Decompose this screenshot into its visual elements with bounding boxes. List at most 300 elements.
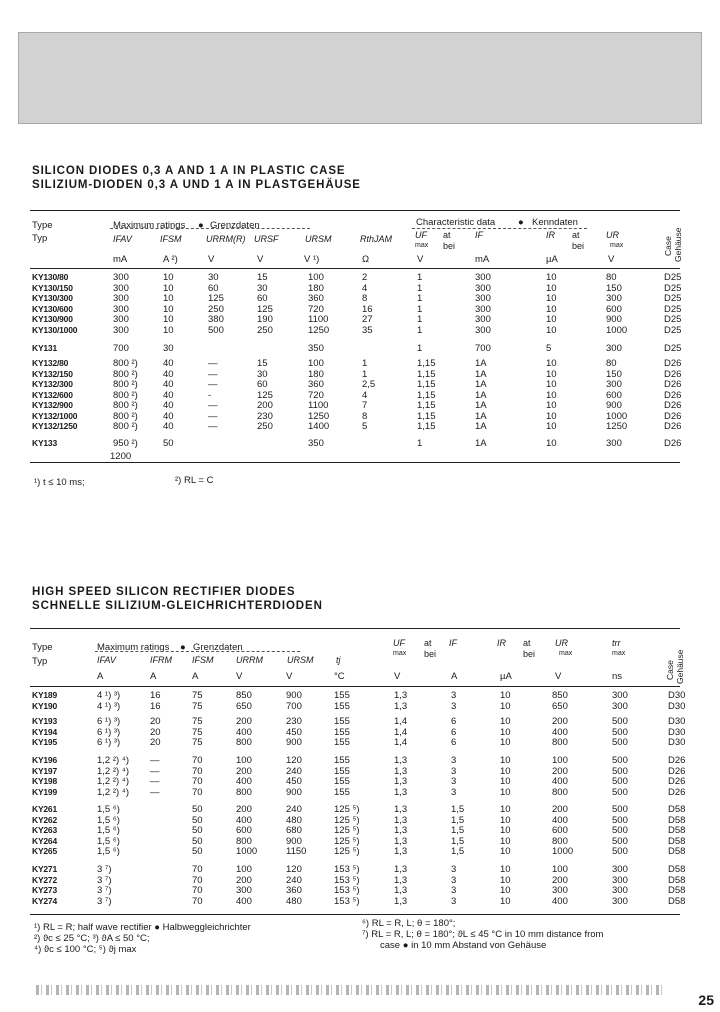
s2-h-uf-max: max <box>393 650 407 657</box>
s2-h-ifsm: IFSM <box>192 655 214 665</box>
s2-cell: 300 <box>552 885 568 896</box>
s1-cell: 300 <box>113 304 129 315</box>
s1-cell: 1250 <box>308 325 330 336</box>
s2-h-ursm: URSM <box>287 655 314 665</box>
s1-footnote-2: ²) RL = C <box>175 475 214 486</box>
s2-cell: 6 <box>451 716 457 727</box>
s2-cell: 360 <box>286 885 302 896</box>
s2-cell: D26 <box>668 776 686 787</box>
s2-type-cell: KY261 <box>32 804 57 814</box>
s2-cell: 3 <box>451 755 457 766</box>
s1-cell: 7 <box>362 400 368 411</box>
s1-cell: 700 <box>475 343 491 354</box>
s1-cell: 40 <box>163 421 174 432</box>
s1-unit-7: mA <box>475 254 490 265</box>
s1-cell: 100 <box>308 272 324 283</box>
s1-cell: 30 <box>257 369 268 380</box>
s1-type-cell: KY130/1000 <box>32 325 78 335</box>
s2-cell: 125 ⁵) <box>334 846 360 857</box>
s1-cell: 1 <box>417 304 423 315</box>
s2-cell: 1,4 <box>394 727 408 738</box>
s1-cell: 1 <box>417 283 423 294</box>
s1-cell: 1 <box>362 358 368 369</box>
s2-cell: 50 <box>192 815 203 826</box>
s2-cell: 10 <box>500 776 511 787</box>
s2-cell: 400 <box>552 727 568 738</box>
s1-h-gehaeuse: Gehäuse <box>673 227 683 262</box>
s2-cell: D26 <box>668 755 686 766</box>
s2-h-uf: UF <box>393 638 405 648</box>
s2-type-cell: KY262 <box>32 815 57 825</box>
s2-cell: 1,5 <box>451 836 465 847</box>
s2-cell: 300 <box>612 701 628 712</box>
s2-cell: 10 <box>500 836 511 847</box>
s2-cell: 155 <box>334 716 350 727</box>
s2-cell: 1,4 <box>394 737 408 748</box>
s2-cell: 500 <box>612 776 628 787</box>
s2-cell: — <box>150 755 160 766</box>
s2-cell: D58 <box>668 875 686 886</box>
s1-cell: 180 <box>308 369 324 380</box>
s2-type-cell: KY194 <box>32 727 57 737</box>
s1-cell: D25 <box>664 293 682 304</box>
s1-cell: 50 <box>163 438 174 449</box>
s2-cell: 800 <box>236 836 252 847</box>
s2-type-cell: KY198 <box>32 776 57 786</box>
s1-cell: 1,15 <box>417 400 436 411</box>
s2-cell: 10 <box>500 804 511 815</box>
s1-cell: D25 <box>664 304 682 315</box>
s1-cell: 80 <box>606 358 617 369</box>
s1-cell: 190 <box>257 314 273 325</box>
s2-cell: 450 <box>286 776 302 787</box>
s2-cell: 100 <box>236 755 252 766</box>
s2-cell: 1,5 <box>451 825 465 836</box>
s1-cell: 300 <box>475 293 491 304</box>
s1-h-if: IF <box>475 230 483 240</box>
s1-cell: 15 <box>257 272 268 283</box>
s2-cell: 300 <box>236 885 252 896</box>
s2-cell: 1,3 <box>394 864 408 875</box>
s2-cell: 800 <box>236 737 252 748</box>
s1-cell: 300 <box>606 343 622 354</box>
s2-h-ifav: IFAV <box>97 655 116 665</box>
s1-cell: 950 ²) <box>113 438 138 449</box>
s2-h-if: IF <box>449 638 457 648</box>
s1-h-uf: UF <box>415 230 427 240</box>
s2-cell: 70 <box>192 766 203 777</box>
s2-cell: 1,5 ⁶) <box>97 825 120 836</box>
s2-cell: 120 <box>286 864 302 875</box>
s2-unit-7: A <box>451 671 458 682</box>
s1-cell: D26 <box>664 411 682 422</box>
s2-cell: 300 <box>612 875 628 886</box>
s1-cell: 200 <box>257 400 273 411</box>
s2-cell: 1,2 ²) ⁴) <box>97 787 130 798</box>
s2-unit-3: V <box>236 671 243 682</box>
s2-cell: 900 <box>286 787 302 798</box>
s1-cell: 27 <box>362 314 373 325</box>
s1-cell: - <box>208 390 212 401</box>
s2-cell: 500 <box>612 836 628 847</box>
s2-cell: 10 <box>500 690 511 701</box>
s2-cell: 20 <box>150 716 161 727</box>
s2-cell: 6 <box>451 727 457 738</box>
s1-cell: D25 <box>664 283 682 294</box>
s2-cell: 155 <box>334 701 350 712</box>
s2-cell: 10 <box>500 846 511 857</box>
s1-cell: 250 <box>257 421 273 432</box>
s1-cell: 1,15 <box>417 358 436 369</box>
section2-title-en: HIGH SPEED SILICON RECTIFIER DIODES <box>32 586 296 598</box>
s1-cell: 125 <box>257 390 273 401</box>
s2-type-cell: KY189 <box>32 690 57 700</box>
s2-cell: 125 ⁵) <box>334 836 360 847</box>
section1-top-rule <box>30 210 680 211</box>
s2-cell: 500 <box>612 755 628 766</box>
s2-header-dash <box>95 651 300 652</box>
s2-cell: 155 <box>334 787 350 798</box>
s1-cell: D26 <box>664 421 682 432</box>
s2-h-ir: IR <box>497 638 506 648</box>
s2-cell: 153 ⁵) <box>334 875 360 886</box>
s2-cell: 50 <box>192 825 203 836</box>
s2-h-at2: at <box>523 638 531 648</box>
s1-cell: 800 ²) <box>113 411 138 422</box>
s2-cell: 16 <box>150 690 161 701</box>
s2-cell: 1,5 <box>451 815 465 826</box>
s2-cell: 1,3 <box>394 815 408 826</box>
s2-cell: 50 <box>192 836 203 847</box>
s1-cell: 360 <box>308 379 324 390</box>
s1-cell: 10 <box>546 411 557 422</box>
s2-cell: 10 <box>500 755 511 766</box>
s2-cell: 3 <box>451 864 457 875</box>
s1-cell: 10 <box>546 400 557 411</box>
s2-cell: 6 ¹) ³) <box>97 727 121 738</box>
s2-cell: D30 <box>668 727 686 738</box>
s1-h-case: Case <box>663 236 673 256</box>
s2-type-cell: KY274 <box>32 896 57 906</box>
s1-cell: 30 <box>208 272 219 283</box>
s1-cell: 40 <box>163 379 174 390</box>
s1-type-cell: KY133 <box>32 438 57 448</box>
s2-type-cell: KY199 <box>32 787 57 797</box>
s1-cell: 8 <box>362 293 368 304</box>
s1-cell: 4 <box>362 283 368 294</box>
s1-cell: 250 <box>257 325 273 336</box>
s2-bullet: ● <box>180 642 186 653</box>
s2-cell: 500 <box>612 825 628 836</box>
s2-cell: 75 <box>192 727 203 738</box>
s2-cell: 1,5 <box>451 846 465 857</box>
s2-cell: 125 ⁵) <box>334 825 360 836</box>
s1-cell: 10 <box>546 304 557 315</box>
s1-cell: 10 <box>546 283 557 294</box>
s1-cell: 500 <box>208 325 224 336</box>
s2-cell: 16 <box>150 701 161 712</box>
s2-cell: 153 ⁵) <box>334 885 360 896</box>
s2-cell: 3 ⁷) <box>97 875 112 886</box>
s1-cell: 16 <box>362 304 373 315</box>
s1-h-ur: UR <box>606 230 619 240</box>
s1-cell: 60 <box>208 283 219 294</box>
s2-cell: 3 ⁷) <box>97 885 112 896</box>
s1-cell: 1A <box>475 400 487 411</box>
s1-cell: 10 <box>546 421 557 432</box>
s1-header-dash-2 <box>412 228 587 229</box>
s2-cell: 900 <box>286 690 302 701</box>
s2-cell: 1,2 ²) ⁴) <box>97 755 130 766</box>
s2-cell: D30 <box>668 716 686 727</box>
s2-unit-4: V <box>286 671 293 682</box>
s1-cell: D26 <box>664 379 682 390</box>
s2-cell: 6 ¹) ³) <box>97 716 121 727</box>
s1-cell: D26 <box>664 358 682 369</box>
s2-cell: 10 <box>500 885 511 896</box>
s1-cell: D25 <box>664 325 682 336</box>
s2-cell: 1,3 <box>394 896 408 907</box>
s1-cell: 1A <box>475 379 487 390</box>
s1-cell: 230 <box>257 411 273 422</box>
s2-cell: 1150 <box>286 846 307 857</box>
s2-unit-6: V <box>394 671 401 682</box>
s1-max-ratings: Maximum ratings <box>113 220 186 231</box>
s1-h-rthjam: RthJAM <box>360 234 393 244</box>
s1-cell: 1A <box>475 390 487 401</box>
s2-type-cell: KY271 <box>32 864 57 874</box>
s2-cell: 800 <box>236 787 252 798</box>
s1-h-bei2: bei <box>572 241 585 251</box>
s1-cell: 1000 <box>606 411 628 422</box>
header-banner <box>18 32 702 124</box>
s2-cell: 300 <box>612 896 628 907</box>
s2-cell: 500 <box>612 766 628 777</box>
s2-type-cell: KY190 <box>32 701 57 711</box>
s1-footnote-1: ¹) t ≤ 10 ms; <box>34 477 85 488</box>
s2-cell: 800 <box>552 787 568 798</box>
s1-cell: 10 <box>546 358 557 369</box>
s2-type-cell: KY265 <box>32 846 57 856</box>
s2-cell: 480 <box>286 815 302 826</box>
s2-cell: 850 <box>236 690 252 701</box>
s2-cell: 10 <box>500 727 511 738</box>
s2-cell: D58 <box>668 804 686 815</box>
s2-h-bei: bei <box>424 649 437 659</box>
s2-cell: D26 <box>668 787 686 798</box>
s2-footnote-right-1: ⁷) RL = R, L; θ = 180°; ϑL ≤ 45 °C in 10 mm distance from <box>362 929 604 940</box>
s2-type-cell: KY263 <box>32 825 57 835</box>
s1-cell: 1 <box>417 272 423 283</box>
s1-cell: 300 <box>113 314 129 325</box>
s2-type-cell: KY272 <box>32 875 57 885</box>
s1-cell: 360 <box>308 293 324 304</box>
s2-cell: — <box>150 766 160 777</box>
s1-cell: 800 ²) <box>113 369 138 380</box>
s2-cell: 1,3 <box>394 787 408 798</box>
s1-cell: — <box>208 421 218 432</box>
s1-cell: 40 <box>163 390 174 401</box>
s1-cell: 300 <box>113 283 129 294</box>
s2-cell: 70 <box>192 864 203 875</box>
s1-cell: 10 <box>163 325 174 336</box>
s2-cell: D30 <box>668 701 686 712</box>
s2-type-de: Typ <box>32 656 48 667</box>
s1-cell: D26 <box>664 369 682 380</box>
s1-type-cell: KY132/150 <box>32 369 73 379</box>
s1-cell: 1 <box>362 369 368 380</box>
s1-cell: 1 <box>417 438 423 449</box>
s1-cell: 60 <box>257 293 268 304</box>
s1-cell: 900 <box>606 314 622 325</box>
s2-cell: 4 ¹) ³) <box>97 690 121 701</box>
s1-cell: 1000 <box>606 325 628 336</box>
s2-cell: 1,5 <box>451 804 465 815</box>
s2-cell: D58 <box>668 836 686 847</box>
s1-cell: 1A <box>475 369 487 380</box>
s2-cell: 3 <box>451 776 457 787</box>
s1-cell: 125 <box>257 304 273 315</box>
s2-cell: 240 <box>286 804 302 815</box>
s1-cell: 1,15 <box>417 369 436 380</box>
s2-cell: 200 <box>236 766 252 777</box>
section2-bottom-rule <box>30 914 680 915</box>
s2-cell: 3 <box>451 766 457 777</box>
s2-cell: 70 <box>192 776 203 787</box>
s1-cell: 5 <box>546 343 552 354</box>
s1-cell: 2 <box>362 272 368 283</box>
s1-cell: 800 ²) <box>113 358 138 369</box>
s2-cell: 1,3 <box>394 804 408 815</box>
s1-cell: 800 ²) <box>113 379 138 390</box>
s1-cell: D25 <box>664 314 682 325</box>
s2-cell: 3 ⁷) <box>97 896 112 907</box>
s1-cell: 250 <box>208 304 224 315</box>
page-number: 25 <box>698 992 714 1008</box>
s2-cell: 100 <box>236 864 252 875</box>
s2-cell: 3 <box>451 787 457 798</box>
s2-cell: 155 <box>334 755 350 766</box>
s1-cell: 900 <box>606 400 622 411</box>
s2-cell: 155 <box>334 727 350 738</box>
s2-cell: 450 <box>286 727 302 738</box>
s2-cell: 10 <box>500 825 511 836</box>
s2-cell: 200 <box>552 875 568 886</box>
s1-cell: 100 <box>308 358 324 369</box>
s1-cell: 80 <box>606 272 617 283</box>
s2-cell: D58 <box>668 815 686 826</box>
s1-cell: 1 <box>417 314 423 325</box>
s2-cell: D30 <box>668 737 686 748</box>
s1-cell: 1,15 <box>417 411 436 422</box>
s2-cell: 680 <box>286 825 302 836</box>
s2-unit-8: µA <box>500 671 512 682</box>
s2-cell: 900 <box>286 737 302 748</box>
s1-cell: 8 <box>362 411 368 422</box>
s1-cell: 1,15 <box>417 421 436 432</box>
s1-cell: 300 <box>475 283 491 294</box>
s1-bullet2: ● <box>518 217 524 228</box>
s1-bullet1: ● <box>198 220 204 231</box>
s2-cell: 400 <box>552 815 568 826</box>
s1-cell: 1,15 <box>417 379 436 390</box>
section2-title-de: SCHNELLE SILIZIUM-GLEICHRICHTERDIODEN <box>32 600 323 612</box>
s1-cell: 15 <box>257 358 268 369</box>
s1-cell: 4 <box>362 390 368 401</box>
s2-cell: 75 <box>192 716 203 727</box>
s2-cell: 1,3 <box>394 776 408 787</box>
s1-cell: 60 <box>257 379 268 390</box>
s2-cell: 400 <box>236 727 252 738</box>
s2-h-ifrm: IFRM <box>150 655 172 665</box>
s2-cell: 70 <box>192 896 203 907</box>
s2-cell: 10 <box>500 896 511 907</box>
s1-type-cell: KY132/80 <box>32 358 69 368</box>
s1-cell: 1250 <box>308 411 330 422</box>
s2-cell: 200 <box>236 716 252 727</box>
s1-cell: 10 <box>163 293 174 304</box>
s2-cell: 153 ⁵) <box>334 864 360 875</box>
s2-cell: 10 <box>500 875 511 886</box>
s2-cell: 1,3 <box>394 766 408 777</box>
s2-cell: 1,3 <box>394 885 408 896</box>
s2-cell: 6 <box>451 737 457 748</box>
s1-cell: D25 <box>664 272 682 283</box>
s1-cell: — <box>208 358 218 369</box>
s2-h-at: at <box>424 638 432 648</box>
s1-type-cell: KY130/900 <box>32 314 73 324</box>
s2-cell: D58 <box>668 885 686 896</box>
s1-cell: 300 <box>475 325 491 336</box>
s1-type-cell: KY130/600 <box>32 304 73 314</box>
s1-type-cell: KY132/900 <box>32 400 73 410</box>
s2-cell: D58 <box>668 846 686 857</box>
s2-cell: 155 <box>334 766 350 777</box>
s1-type-cell: KY132/1250 <box>32 421 78 431</box>
s1-unit-8: µA <box>546 254 558 265</box>
s2-cell: 3 <box>451 701 457 712</box>
s2-type-cell: KY196 <box>32 755 57 765</box>
s1-cell: 2,5 <box>362 379 376 390</box>
section1-title-de: SILIZIUM-DIODEN 0,3 A UND 1 A IN PLASTGEHÄUSE <box>32 179 361 191</box>
s2-cell: 1,3 <box>394 701 408 712</box>
s2-unit-9: V <box>555 671 562 682</box>
s1-h-ursm: URSM <box>305 234 332 244</box>
s2-cell: 500 <box>612 815 628 826</box>
s2-cell: 500 <box>612 737 628 748</box>
s2-cell: 20 <box>150 727 161 738</box>
s1-cell: 40 <box>163 400 174 411</box>
s1-unit-2: V <box>208 254 215 265</box>
s2-max-ratings: Maximum ratings <box>97 642 170 653</box>
s1-unit-0: mA <box>113 254 128 265</box>
s1-cell: 300 <box>606 293 622 304</box>
s1-h-bei: bei <box>443 241 456 251</box>
s2-cell: 100 <box>552 864 568 875</box>
s1-kenndaten: Kenndaten <box>532 217 578 228</box>
section1-units-rule <box>30 268 680 269</box>
s1-cell: 5 <box>362 421 368 432</box>
s1-type-cell: KY130/150 <box>32 283 73 293</box>
s1-cell: 1A <box>475 358 487 369</box>
s1-cell: — <box>208 411 218 422</box>
s2-cell: 20 <box>150 737 161 748</box>
s2-cell: 600 <box>236 825 252 836</box>
s2-cell: 100 <box>552 755 568 766</box>
s1-type-cell: KY132/1000 <box>32 411 78 421</box>
s2-cell: 70 <box>192 787 203 798</box>
s1-cell: 1 <box>417 343 423 354</box>
